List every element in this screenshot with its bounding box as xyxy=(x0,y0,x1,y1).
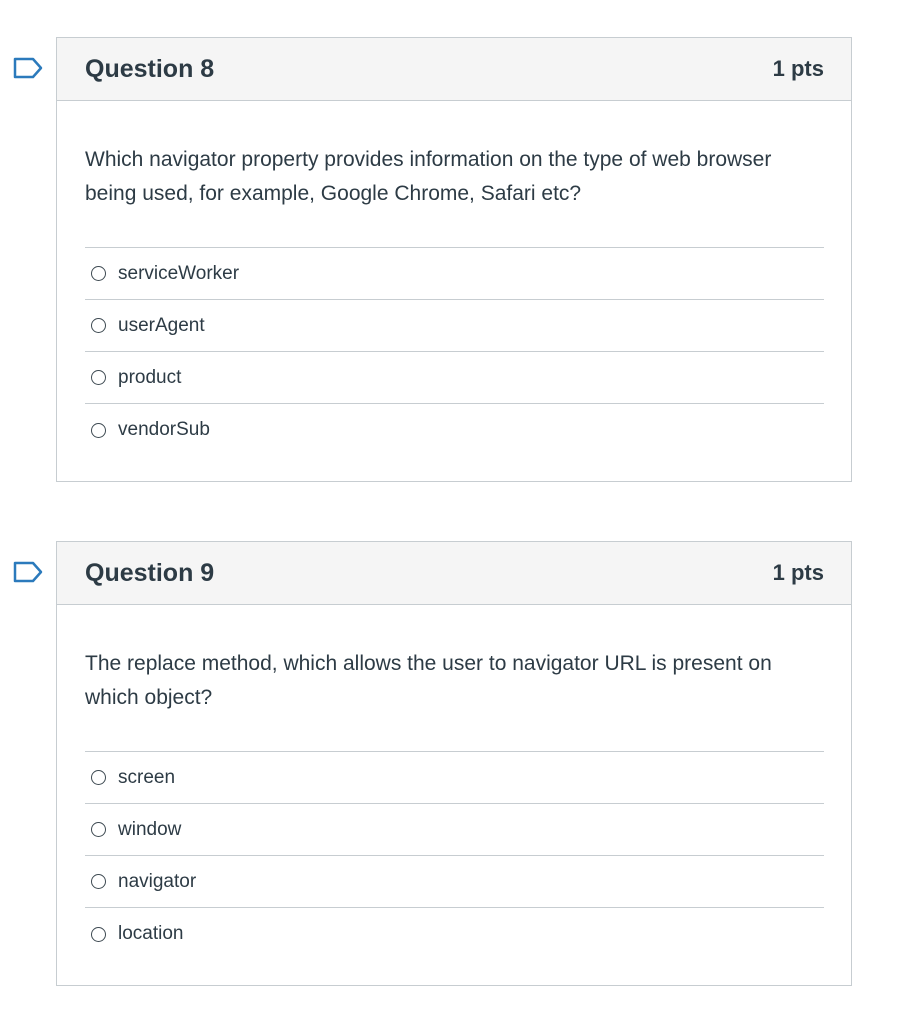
answer-label: vendorSub xyxy=(118,419,210,440)
question-card-9 xyxy=(56,541,852,986)
answer-label: serviceWorker xyxy=(118,262,240,284)
answer-option[interactable] xyxy=(85,248,824,300)
answer-option[interactable] xyxy=(85,300,824,352)
question-title: Question 9 xyxy=(85,558,215,587)
answer-option[interactable] xyxy=(85,856,824,908)
question-body xyxy=(57,605,851,960)
question-card-8 xyxy=(56,37,852,482)
answer-option[interactable] xyxy=(85,752,824,804)
question-text: Which navigator property provides information on the type of web browser being used, for example, Google Chrome, Safari etc? xyxy=(85,148,772,205)
radio-button-icon[interactable] xyxy=(91,423,106,438)
answer-label: product xyxy=(118,366,182,388)
question-body xyxy=(57,101,851,456)
radio-button-icon[interactable] xyxy=(91,822,106,837)
flag-icon[interactable] xyxy=(13,561,43,583)
answer-option[interactable] xyxy=(85,404,824,456)
answer-option[interactable] xyxy=(85,908,824,960)
question-text: The replace method, which allows the user to navigator URL is present on which object? xyxy=(85,652,772,709)
question-header xyxy=(57,542,851,605)
question-header xyxy=(57,38,851,101)
question-title: Question 8 xyxy=(85,54,215,83)
radio-button-icon[interactable] xyxy=(91,318,106,333)
answer-label: location xyxy=(118,923,184,944)
radio-button-icon[interactable] xyxy=(91,770,106,785)
answer-label: screen xyxy=(118,766,176,788)
answer-list xyxy=(85,751,824,960)
answer-label: navigator xyxy=(118,870,197,892)
answer-list xyxy=(85,247,824,456)
answer-option[interactable] xyxy=(85,352,824,404)
radio-button-icon[interactable] xyxy=(91,927,106,942)
radio-button-icon[interactable] xyxy=(91,266,106,281)
answer-label: window xyxy=(118,818,182,840)
answer-option[interactable] xyxy=(85,804,824,856)
question-points: 1 pts xyxy=(772,56,824,81)
answer-label: userAgent xyxy=(118,314,205,336)
radio-button-icon[interactable] xyxy=(91,874,106,889)
flag-icon[interactable] xyxy=(13,57,43,79)
radio-button-icon[interactable] xyxy=(91,370,106,385)
question-points: 1 pts xyxy=(772,560,824,585)
